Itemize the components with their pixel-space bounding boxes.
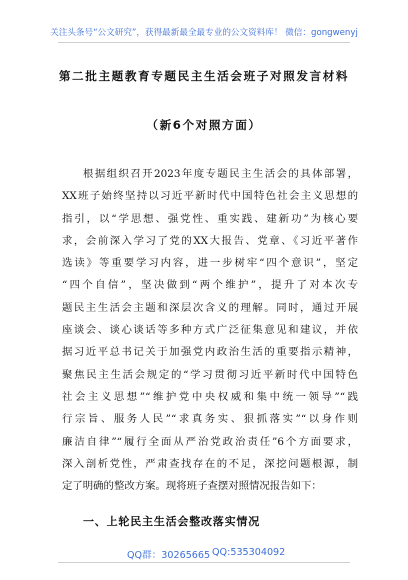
paragraph-line: XX班子始终坚持以习近平新时代中国特色社会主义思想的 — [62, 190, 358, 203]
paragraph-line: 指引，以“学思想、强党性、重实践、建新功”为核心要 — [62, 212, 358, 225]
paragraph-line: 求，会前深入学习了党的XX大报告、党章、《习近平著作 — [62, 234, 358, 247]
document-subtitle: （新6个对照方面） — [146, 118, 262, 132]
paragraph-line: 定了明确的整改方案。现将班子查摆对照情况报告如下： — [62, 480, 322, 493]
header-promo-note: 关注头条号“公文研究”，获得最新最全最专业的公文资料库！ 微信：gongwenyj — [50, 28, 358, 38]
paragraph-line: 聚焦民主生活会规定的“学习贯彻习近平新时代中国特色 — [62, 368, 358, 381]
body-paragraph — [62, 163, 358, 497]
paragraph-line: 行宗旨、服务人民”“求真务实、狠抓落实”“以身作则 — [62, 413, 358, 426]
header-divider — [58, 42, 350, 43]
paragraph-line: 座谈会、谈心谈话等多种方式广泛征集意见和建议，并依 — [62, 324, 358, 337]
paragraph-line: 题民主生活会主题和深层次含义的理解。同时，通过开展 — [62, 301, 358, 314]
paragraph-line: “四个自信”，坚决做到“两个维护”，提升了对本次专 — [62, 279, 358, 292]
footer-qq-number: QQ:535304092 — [212, 547, 286, 558]
section-heading: 一、上轮民主生活会整改落实情况 — [83, 515, 260, 528]
paragraph-line: 深入剖析党性，严肃查找存在的不足，深挖问题根源，制 — [62, 457, 358, 470]
paragraph-line: 社会主义思想”“维护党中央权威和集中统一领导”“践 — [62, 390, 358, 403]
footer-divider — [58, 562, 350, 563]
paragraph-line: 据习近平总书记关于加强党内政治生活的重要指示精神， — [62, 346, 358, 359]
paragraph-line: 选读》等重要学习内容，进一步树牢“四个意识”，坚定 — [62, 257, 358, 270]
footer-qq-group: QQ群：30265665 — [127, 550, 211, 561]
paragraph-line: 根据组织召开2023年度专题民主生活会的具体部署， — [83, 168, 358, 180]
paragraph-line: 廉洁自律”“履行全面从严治党政治责任”6个方面要求， — [62, 435, 358, 448]
document-title: 第二批主题教育专题民主生活会班子对照发言材料 — [58, 69, 350, 83]
